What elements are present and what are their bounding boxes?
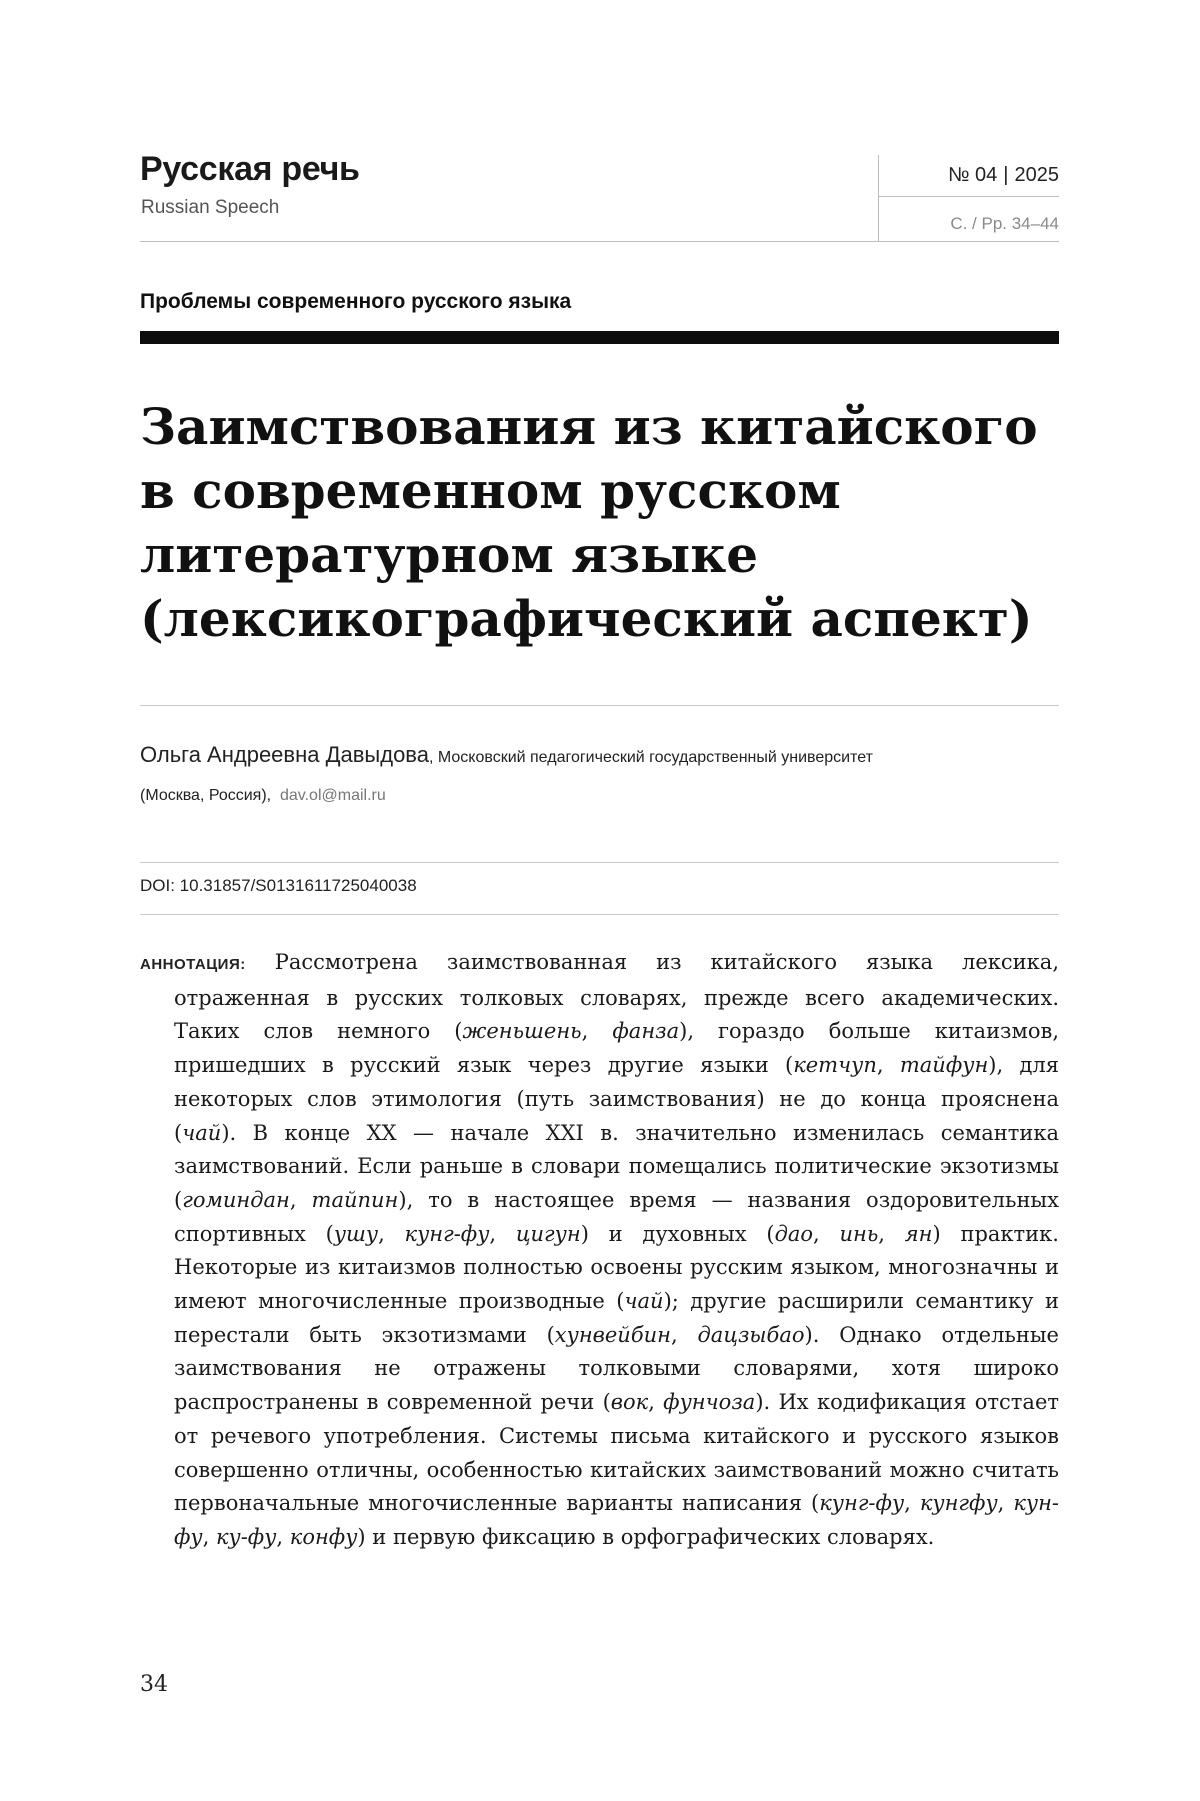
abstract-text: , (581, 1019, 613, 1044)
doi[interactable]: DOI: 10.31857/S0131611725040038 (140, 876, 417, 895)
header-vertical-divider (878, 155, 879, 241)
abstract-text: , (878, 1221, 905, 1246)
abstract-example-word: дао (774, 1221, 814, 1246)
issue-number: № 04 (948, 164, 998, 186)
abstract-text: ). Их кодификация отстает от речевого употребления. Системы письма китайского и русского языков совершенно отличны, особенностью китайских заимствований можно считать первоначальные многочисленные варианты написания ( (174, 1390, 1059, 1516)
journal-subtitle: Russian Speech (141, 197, 280, 218)
article-page (140, 0, 1059, 1801)
abstract-example-word: вок (610, 1390, 649, 1415)
title-line: в современном русском (140, 461, 841, 520)
abstract-example-word: чай (624, 1289, 664, 1314)
divider (140, 914, 1059, 915)
abstract-text: , (876, 1053, 900, 1078)
divider (140, 705, 1059, 706)
abstract-text: , (904, 1491, 920, 1516)
abstract-text: ), то в настоящее время — названия оздоровительных спортивных ( (174, 1187, 1059, 1246)
author-block (140, 736, 1059, 815)
author-comma: , (429, 749, 438, 766)
abstract-example-word: ку-фу (215, 1524, 277, 1549)
abstract-text: , (997, 1491, 1014, 1516)
abstract-example-word: фанза (612, 1019, 680, 1044)
abstract-example-word: ян (904, 1221, 933, 1246)
page-number: 34 (140, 1672, 168, 1697)
abstract (140, 946, 1059, 1555)
abstract-text: , (276, 1524, 290, 1549)
abstract-text: , (202, 1524, 216, 1549)
abstract-text: , (489, 1221, 516, 1246)
issue-separator: | (1003, 164, 1009, 186)
abstract-text: , (648, 1390, 664, 1415)
divider (140, 862, 1059, 863)
abstract-example-word: кунг-фу (819, 1491, 905, 1516)
page-range: С. / Pp. 34–44 (950, 214, 1059, 233)
abstract-text: ) и первую фиксацию в орфографических словарях. (357, 1524, 935, 1549)
abstract-text: ), для некоторых слов этимология (путь заимствования) не до конца прояснена ( (174, 1053, 1059, 1145)
abstract-text: ); другие расширили семантику и перестали быть экзотизмами ( (174, 1289, 1059, 1347)
abstract-example-word: кунгфу (919, 1491, 998, 1516)
abstract-example-word: хунвейбин (554, 1322, 672, 1347)
author-location: (Москва, Россия), (140, 787, 272, 804)
abstract-example-word: кетчуп (793, 1053, 877, 1078)
abstract-example-word: ушу (333, 1221, 379, 1246)
abstract-example-word: инь (839, 1221, 879, 1246)
issue-info (948, 164, 1059, 187)
abstract-text: , (813, 1221, 840, 1246)
abstract-example-word: тайфун (899, 1053, 989, 1078)
journal-title: Русская речь (140, 150, 360, 188)
abstract-text: Рассмотрена заимствованная из китайского языка лексика, отраженная в русских толковых словарях, прежде всего академических. Таких слов немного ( (174, 950, 1059, 1044)
abstract-example-word: гоминдан (182, 1187, 290, 1212)
abstract-text: ) практик. Некоторые из китаизмов полностью освоены русским языком, многозначны и имеют многочисленные производные ( (174, 1221, 1059, 1314)
abstract-example-word: кунг-фу (404, 1221, 490, 1246)
header-small-divider (878, 196, 1059, 197)
abstract-example-word: женьшень (462, 1019, 582, 1044)
abstract-example-word: фунчоза (663, 1390, 756, 1415)
author-affiliation: Московский педагогический государственный университет (437, 749, 873, 766)
header-divider (140, 241, 1059, 242)
title-line: (лексикографический аспект) (140, 589, 1033, 648)
title-line: литературном языке (140, 525, 759, 584)
abstract-text: ). В конце XX — начале XXI в. значительно изменилась семантика заимствований. Если раньше в словари помещались политические экзотизмы ( (174, 1120, 1059, 1212)
abstract-text: ) и духовных ( (580, 1221, 775, 1246)
abstract-text: ), гораздо больше китаизмов, пришедших в русский язык через другие языки ( (174, 1019, 1059, 1078)
abstract-label: АННОТАЦИЯ: (140, 956, 246, 973)
issue-year: 2025 (1014, 164, 1059, 186)
abstract-example-word: конфу (289, 1524, 358, 1549)
abstract-text: , (378, 1221, 405, 1246)
abstract-example-word: чай (182, 1120, 222, 1145)
abstract-example-word: тайпин (311, 1187, 399, 1212)
author-email-link[interactable]: dav.ol@mail.ru (279, 787, 386, 804)
abstract-text: ). Однако отдельные заимствования не отражены толковыми словарями, хотя широко распространены в современной речи ( (174, 1322, 1059, 1415)
abstract-example-word: кун-фу (174, 1491, 1060, 1549)
title-line: Заимствования из китайского (140, 397, 1038, 456)
section-bar (140, 331, 1059, 344)
abstract-example-word: цигун (515, 1221, 581, 1246)
abstract-text: , (671, 1322, 698, 1347)
abstract-example-word: дацзыбао (697, 1322, 805, 1347)
author-name: Ольга Андреевна Давыдова (140, 742, 429, 767)
section-heading: Проблемы современного русского языка (140, 290, 572, 313)
abstract-text: , (289, 1187, 312, 1212)
article-title (140, 395, 1040, 651)
